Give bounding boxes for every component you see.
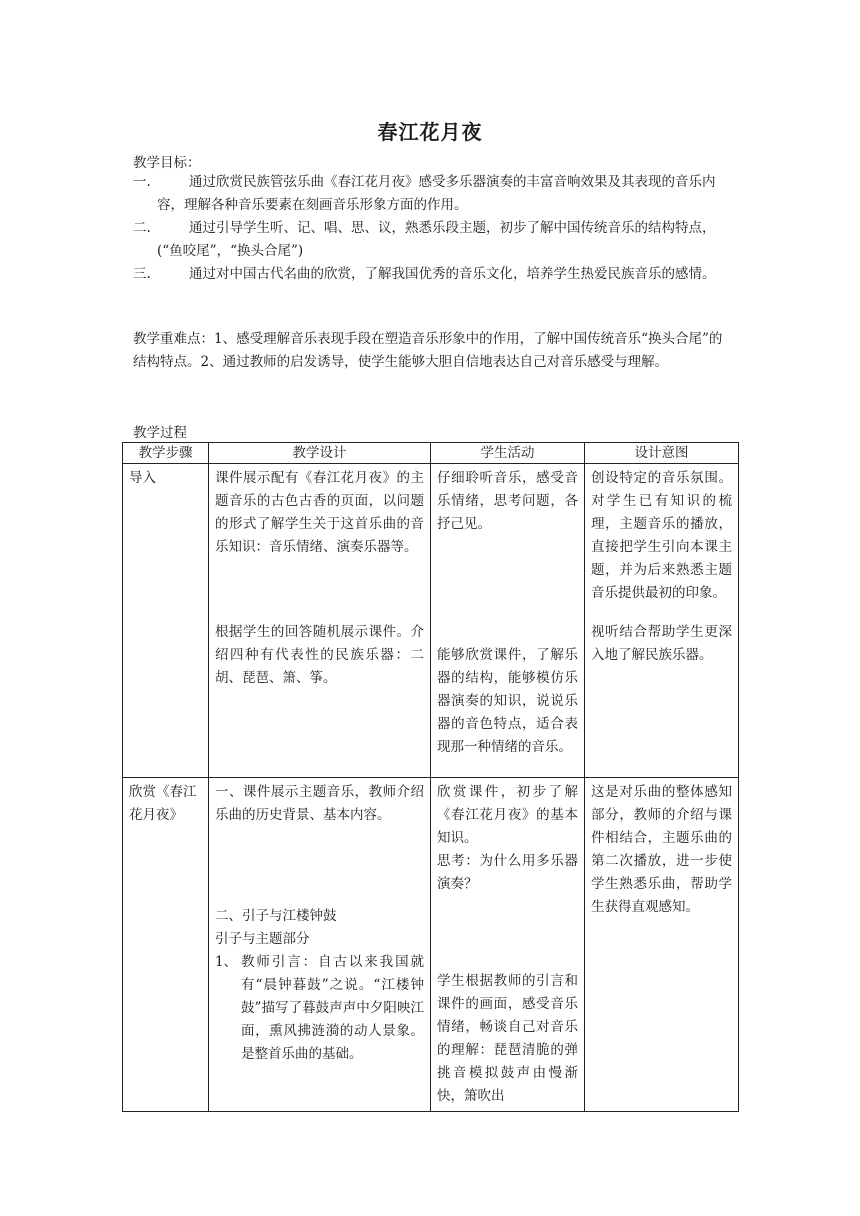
design-text: 二、引子与江楼钟鼓 <box>215 908 337 924</box>
process-table <box>122 442 739 1112</box>
process-label: 教学过程 <box>133 425 187 441</box>
design-cell <box>209 778 431 1112</box>
table-row <box>123 464 739 778</box>
objective-text: 通过引导学生听、记、唱、思、议，熟悉乐段主题，初步了解中国传统音乐的结构特点，(“鱼咬尾”，“换头合尾”) <box>157 220 716 259</box>
list-text: 教师引言：自古以来我国就有“晨钟暮鼓”之说。“江楼钟鼓”描写了暮鼓声声中夕阳映江面，熏风拂涟漪的动人景象。是整首乐曲的基础。 <box>241 954 424 1062</box>
activity-text: 能够欣赏课件，了解乐器的结构，能够模仿乐器演奏的知识，说说乐器的音色特点，适合表现那一种情绪的音乐。 <box>437 647 578 755</box>
intent-cell <box>585 464 739 778</box>
intent-text: 视听结合帮助学生更深入地了解民族乐器。 <box>591 624 732 663</box>
table-header-row <box>123 443 739 464</box>
objective-item <box>133 171 733 217</box>
table-row <box>123 778 739 1112</box>
design-cell <box>209 464 431 778</box>
design-text: 根据学生的回答随机展示课件。介绍四种有代表性的民族乐器：二胡、琵琶、箫、筝。 <box>215 624 424 686</box>
activity-cell <box>431 464 585 778</box>
intent-text: 创设特定的音乐氛围。对学生已有知识的梳理，主题音乐的播放，直接把学生引向本课主题，并为后来熟悉主题音乐提供最初的印象。 <box>591 470 732 601</box>
step-cell: 导入 <box>123 464 209 778</box>
activity-text: 思考：为什么用多乐器演奏？ <box>437 853 578 892</box>
activity-cell <box>431 778 585 1112</box>
objectives-label: 教学目标： <box>133 155 201 171</box>
list-number: 1、 <box>215 954 238 970</box>
objective-text: 通过欣赏民族管弦乐曲《春江花月夜》感受多乐器演奏的丰富音响效果及其表现的音乐内容，理解各种音乐要素在刻画音乐形象方面的作用。 <box>157 174 716 213</box>
header-design: 教学设计 <box>209 443 431 464</box>
objective-number: 一. <box>133 174 151 190</box>
objective-text: 通过对中国古代名曲的欣赏，了解我国优秀的音乐文化，培养学生热爱民族音乐的感情。 <box>189 266 716 282</box>
design-text: 一、课件展示主题音乐，教师介绍乐曲的历史背景、基本内容。 <box>215 784 424 823</box>
design-text: 课件展示配有《春江花月夜》的主题音乐的古色古香的页面，以问题的形式了解学生关于这首乐曲的音乐知识：音乐情绪、演奏乐器等。 <box>215 470 424 555</box>
intent-text: 这是对乐曲的整体感知部分，教师的介绍与课件相结合，主题乐曲的第二次播放，进一步使学生熟悉乐曲，帮助学生获得直观感知。 <box>591 784 732 915</box>
header-intent: 设计意图 <box>585 443 739 464</box>
activity-text: 学生根据教师的引言和课件的画面，感受音乐情绪，畅谈自己对音乐的理解：琵琶清脆的弹挑音模拟鼓声由慢渐快，箫吹出 <box>437 973 578 1104</box>
page-title: 春江花月夜 <box>377 120 483 144</box>
design-text: 引子与主题部分 <box>215 931 310 947</box>
step-cell: 欣赏《春江花月夜》 <box>123 778 209 1112</box>
key-points-paragraph: 教学重难点：1、感受理解音乐表现手段在塑造音乐形象中的作用，了解中国传统音乐“换头合尾”的结构特点。2、通过教师的启发诱导，使学生能够大胆自信地表达自己对音乐感受与理解。 <box>133 331 723 370</box>
objective-item <box>133 217 733 263</box>
activity-text: 欣赏课件，初步了解《春江花月夜》的基本知识。 <box>437 784 578 846</box>
header-activity: 学生活动 <box>431 443 585 464</box>
objective-number: 三. <box>133 266 151 282</box>
activity-text: 仔细聆听音乐，感受音乐情绪，思考问题，各抒己见。 <box>437 470 578 532</box>
intent-cell <box>585 778 739 1112</box>
objective-item <box>133 263 733 286</box>
header-step: 教学步骤 <box>123 443 209 464</box>
design-list-item <box>215 951 424 1066</box>
objective-number: 二. <box>133 220 151 236</box>
